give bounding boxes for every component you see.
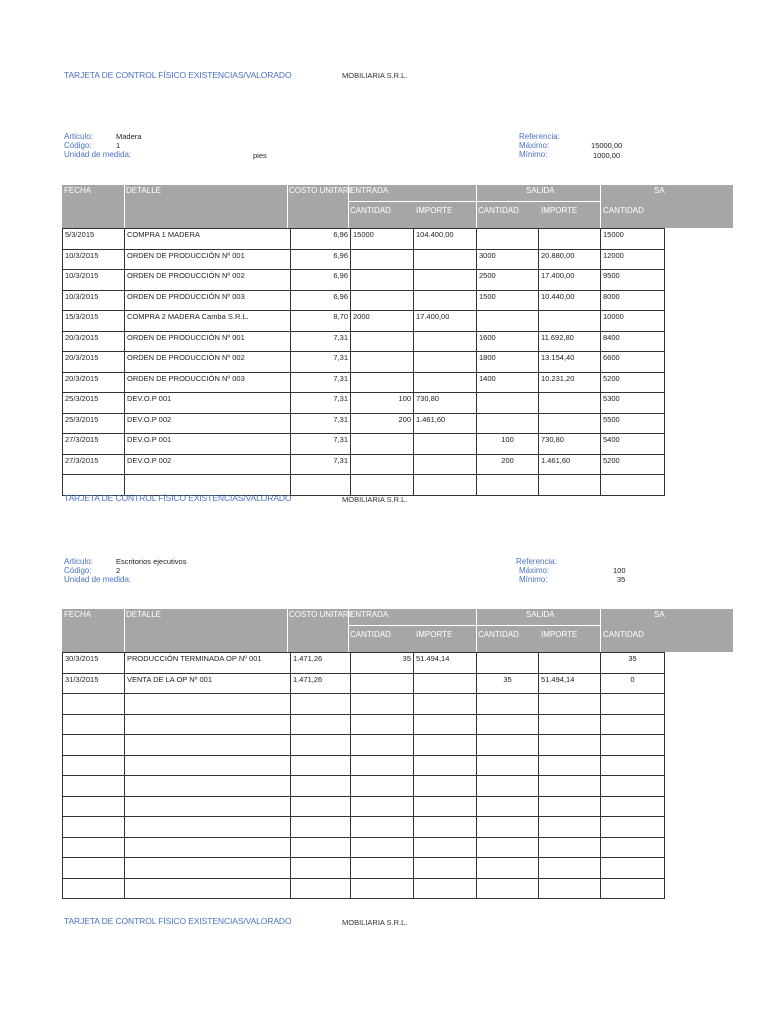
cell-costo-unitario: 1.471,26 [291,673,351,694]
card2-articulo-label: Articulo: [64,557,93,566]
cell-entrada-importe [414,837,477,858]
card1-codigo-label: Código: [64,141,92,150]
table-row [63,776,665,797]
cell-entrada-cantidad [351,249,414,270]
cell-salida-importe: 1.461,60 [539,454,601,475]
card2-col-salida: SALIDA [526,610,555,619]
cell-costo-unitario [291,776,351,797]
card1-col-entrada: ENTRADA [350,186,389,195]
cell-saldo-cantidad [601,796,665,817]
cell-entrada-importe [414,755,477,776]
cell-entrada-importe [414,475,477,496]
cell-saldo-cantidad [601,714,665,735]
card2-col-fecha: FECHA [64,610,92,619]
cell-saldo-cantidad: 5400 [601,434,665,455]
cell-detalle [125,475,291,496]
table-row [63,413,665,434]
cell-costo-unitario [291,694,351,715]
cell-entrada-cantidad: 2000 [351,311,414,332]
cell-fecha: 27/3/2015 [63,434,125,455]
card1-header-divider [124,185,125,228]
cell-detalle: ORDEN DE PRODUCCIÓN Nº 002 [125,352,291,373]
cell-saldo-cantidad [601,776,665,797]
cell-entrada-cantidad [351,290,414,311]
cell-fecha [63,837,125,858]
card2-col-entrada-importe: IMPORTE [416,630,453,639]
card1-minimo-label: Mínimo: [519,150,548,159]
card2-col-saldo: SA [654,610,665,619]
cell-saldo-cantidad: 8400 [601,331,665,352]
card1-maximo-value: 15000,00 [591,141,623,150]
cell-salida-importe [539,475,601,496]
card3-title: TARJETA DE CONTROL FÍSICO EXISTENCIAS/VALORADO [64,916,292,926]
cell-saldo-cantidad [601,735,665,756]
cell-fecha: 25/3/2015 [63,393,125,414]
table-row [63,372,665,393]
cell-salida-cantidad [477,837,539,858]
cell-salida-importe [539,755,601,776]
cell-costo-unitario: 6,96 [291,249,351,270]
cell-salida-cantidad: 1500 [477,290,539,311]
cell-entrada-cantidad [351,776,414,797]
cell-salida-cantidad [477,858,539,879]
table-row [63,454,665,475]
table-row [63,878,665,899]
card1-col-saldo: SA [654,186,665,195]
cell-salida-importe [539,694,601,715]
cell-saldo-cantidad [601,878,665,899]
cell-detalle: DEV.O.P 001 [125,393,291,414]
cell-salida-cantidad [477,475,539,496]
card1-title: TARJETA DE CONTROL FÍSICO EXISTENCIAS/VALORADO [64,70,292,80]
cell-salida-importe: 10.231,20 [539,372,601,393]
cell-fecha [63,714,125,735]
cell-detalle [125,755,291,776]
card1-col-detalle: DETALLE [126,186,161,195]
cell-detalle: ORDEN DE PRODUCCIÓN Nº 002 [125,270,291,291]
cell-entrada-importe [414,352,477,373]
cell-salida-cantidad: 1600 [477,331,539,352]
cell-entrada-cantidad [351,878,414,899]
cell-entrada-importe: 730,80 [414,393,477,414]
cell-entrada-importe: 17.400,00 [414,311,477,332]
cell-detalle: DEV.O.P 002 [125,454,291,475]
cell-costo-unitario [291,714,351,735]
cell-detalle [125,817,291,838]
cell-salida-cantidad [477,653,539,674]
cell-detalle: ORDEN DE PRODUCCIÓN Nº 001 [125,249,291,270]
cell-entrada-importe [414,331,477,352]
cell-salida-importe [539,393,601,414]
cell-salida-cantidad: 3000 [477,249,539,270]
card1-header-divider [476,185,477,228]
cell-entrada-importe [414,817,477,838]
cell-entrada-importe [414,776,477,797]
cell-saldo-cantidad [601,817,665,838]
cell-saldo-cantidad: 0 [601,673,665,694]
card2-kardex-table [62,652,665,899]
cell-detalle: COMPRA 1 MADERA [125,229,291,250]
card1-col-salida-importe: IMPORTE [541,206,578,215]
cell-fecha: 27/3/2015 [63,454,125,475]
table-row [63,673,665,694]
cell-detalle: DEV.O.P 002 [125,413,291,434]
cell-entrada-cantidad [351,331,414,352]
cell-costo-unitario: 6,96 [291,290,351,311]
cell-salida-cantidad [477,714,539,735]
cell-entrada-importe [414,372,477,393]
cell-entrada-importe: 51.494,14 [414,653,477,674]
cell-salida-importe [539,714,601,735]
table-row [63,311,665,332]
cell-fecha: 10/3/2015 [63,270,125,291]
cell-salida-importe: 11.692,80 [539,331,601,352]
cell-entrada-cantidad: 35 [351,653,414,674]
cell-entrada-cantidad [351,714,414,735]
cell-fecha [63,878,125,899]
cell-entrada-cantidad [351,352,414,373]
cell-salida-cantidad [477,776,539,797]
cell-salida-importe [539,817,601,838]
table-row [63,817,665,838]
cell-costo-unitario: 7,31 [291,434,351,455]
card1-kardex-table [62,228,665,496]
cell-salida-importe: 10.440,00 [539,290,601,311]
cell-entrada-cantidad [351,796,414,817]
cell-entrada-importe [414,673,477,694]
card2-col-salida-importe: IMPORTE [541,630,578,639]
cell-fecha: 10/3/2015 [63,249,125,270]
cell-detalle: PRODUCCIÓN TERMINADA OP Nº 001 [125,653,291,674]
cell-entrada-cantidad [351,837,414,858]
table-row [63,694,665,715]
cell-salida-cantidad [477,735,539,756]
cell-detalle: COMPRA 2 MADERA Camba S.R.L. [125,311,291,332]
cell-entrada-importe [414,878,477,899]
card1-company: MOBILIARIA S.R.L. [342,71,408,80]
cell-saldo-cantidad: 5500 [601,413,665,434]
table-row [63,352,665,373]
table-row [63,714,665,735]
cell-entrada-importe [414,249,477,270]
cell-costo-unitario: 6,96 [291,270,351,291]
cell-entrada-importe [414,858,477,879]
card1-articulo-label: Articulo: [64,132,93,141]
cell-salida-cantidad: 1800 [477,352,539,373]
card2-col-entrada-cantidad: CANTIDAD [350,630,391,639]
card1-referencia-label: Referencia: [519,132,560,141]
cell-salida-cantidad [477,311,539,332]
cell-salida-cantidad [477,796,539,817]
card1-col-entrada-importe: IMPORTE [416,206,453,215]
cell-saldo-cantidad: 5300 [601,393,665,414]
cell-salida-cantidad [477,878,539,899]
table-row [63,393,665,414]
card1-codigo-value: 1 [116,141,121,150]
card2-company: MOBILIARIA S.R.L. [342,495,408,504]
table-row [63,290,665,311]
card2-codigo-label: Código: [64,566,92,575]
cell-salida-importe [539,735,601,756]
card1-col-salida-cantidad: CANTIDAD [478,206,519,215]
table-row [63,249,665,270]
card2-header-divider [287,609,288,652]
card2-title: TARJETA DE CONTROL FÍSICO EXISTENCIAS/VALORADO [64,493,292,503]
cell-saldo-cantidad [601,694,665,715]
cell-fecha: 20/3/2015 [63,372,125,393]
table-row [63,475,665,496]
card1-header-divider [348,201,601,202]
card2-col-detalle: DETALLE [126,610,161,619]
cell-salida-importe [539,796,601,817]
cell-costo-unitario [291,735,351,756]
cell-fecha: 10/3/2015 [63,290,125,311]
cell-costo-unitario: 7,31 [291,331,351,352]
cell-fecha [63,817,125,838]
card2-articulo-value: Escritorios ejecutivos [116,557,187,566]
card2-codigo-value: 2 [116,566,121,575]
card1-col-costo: COSTO UNITARI [289,186,351,195]
table-row [63,229,665,250]
cell-costo-unitario [291,755,351,776]
cell-salida-cantidad: 200 [477,454,539,475]
cell-detalle: VENTA DE LA OP Nº 001 [125,673,291,694]
cell-fecha [63,735,125,756]
cell-salida-cantidad [477,817,539,838]
cell-detalle [125,878,291,899]
cell-entrada-importe [414,290,477,311]
cell-detalle [125,714,291,735]
cell-entrada-importe [414,735,477,756]
cell-fecha: 31/3/2015 [63,673,125,694]
cell-salida-cantidad: 2500 [477,270,539,291]
cell-salida-importe [539,229,601,250]
cell-costo-unitario: 8,70 [291,311,351,332]
cell-fecha [63,776,125,797]
cell-costo-unitario: 7,31 [291,352,351,373]
card1-col-fecha: FECHA [64,186,92,195]
cell-detalle [125,796,291,817]
cell-detalle [125,858,291,879]
cell-entrada-cantidad: 100 [351,393,414,414]
cell-entrada-importe [414,434,477,455]
cell-fecha: 20/3/2015 [63,331,125,352]
cell-entrada-cantidad [351,372,414,393]
table-row [63,796,665,817]
table-row [63,837,665,858]
cell-saldo-cantidad: 9500 [601,270,665,291]
cell-salida-importe [539,878,601,899]
cell-saldo-cantidad: 35 [601,653,665,674]
cell-salida-importe: 51.494,14 [539,673,601,694]
table-row [63,858,665,879]
cell-detalle: DEV.O.P 001 [125,434,291,455]
cell-entrada-cantidad [351,694,414,715]
cell-detalle [125,735,291,756]
cell-saldo-cantidad [601,837,665,858]
cell-saldo-cantidad [601,858,665,879]
cell-costo-unitario: 1.471,26 [291,653,351,674]
card1-col-saldo-cantidad: CANTIDAD [603,206,644,215]
cell-entrada-importe [414,454,477,475]
cell-detalle: ORDEN DE PRODUCCIÓN Nº 001 [125,331,291,352]
card2-header-divider [476,609,477,652]
card2-col-costo: COSTO UNITARI [289,610,351,619]
cell-fecha [63,755,125,776]
cell-salida-importe [539,837,601,858]
cell-salida-cantidad [477,393,539,414]
table-row [63,755,665,776]
card2-header-divider [124,609,125,652]
cell-fecha: 25/3/2015 [63,413,125,434]
card2-maximo-value: 100 [613,566,626,575]
table-row [63,331,665,352]
card1-maximo-label: Máximo: [519,141,550,150]
cell-salida-cantidad: 1400 [477,372,539,393]
card1-minimo-value: 1000,00 [593,151,621,160]
cell-costo-unitario: 7,31 [291,393,351,414]
card2-col-saldo-cantidad: CANTIDAD [603,630,644,639]
cell-detalle: ORDEN DE PRODUCCIÓN Nº 003 [125,290,291,311]
cell-costo-unitario [291,796,351,817]
card2-col-entrada: ENTRADA [350,610,389,619]
cell-salida-importe: 17.400,00 [539,270,601,291]
cell-entrada-cantidad [351,673,414,694]
cell-saldo-cantidad: 5200 [601,454,665,475]
cell-entrada-importe [414,714,477,735]
cell-salida-importe [539,858,601,879]
card2-referencia-label: Referencia: [516,557,557,566]
cell-costo-unitario [291,878,351,899]
card1-col-salida: SALIDA [526,186,555,195]
cell-salida-importe [539,311,601,332]
cell-salida-cantidad [477,694,539,715]
cell-fecha [63,475,125,496]
cell-costo-unitario: 7,31 [291,372,351,393]
cell-saldo-cantidad: 6600 [601,352,665,373]
card1-col-entrada-cantidad: CANTIDAD [350,206,391,215]
cell-salida-cantidad [477,229,539,250]
cell-fecha [63,694,125,715]
cell-entrada-importe: 1.461,60 [414,413,477,434]
table-row [63,735,665,756]
cell-costo-unitario: 6,96 [291,229,351,250]
card2-unidad-label: Unidad de medida: [64,575,132,584]
cell-salida-cantidad [477,413,539,434]
card2-minimo-value: 35 [617,575,626,584]
cell-costo-unitario: 7,31 [291,413,351,434]
table-row [63,270,665,291]
cell-entrada-importe [414,694,477,715]
cell-entrada-cantidad [351,434,414,455]
cell-salida-importe: 20.880,00 [539,249,601,270]
card2-header-divider [600,609,601,652]
cell-saldo-cantidad: 15000 [601,229,665,250]
cell-salida-importe: 13.154,40 [539,352,601,373]
cell-fecha: 5/3/2015 [63,229,125,250]
cell-fecha [63,858,125,879]
card1-unidad-label: Unidad de medida: [64,150,132,159]
cell-saldo-cantidad: 10000 [601,311,665,332]
cell-costo-unitario [291,858,351,879]
cell-detalle [125,694,291,715]
cell-costo-unitario [291,837,351,858]
card1-header-divider [287,185,288,228]
cell-costo-unitario [291,475,351,496]
cell-salida-importe [539,653,601,674]
cell-salida-cantidad [477,755,539,776]
cell-saldo-cantidad [601,755,665,776]
cell-entrada-cantidad [351,475,414,496]
card1-header-divider [600,185,601,228]
cell-salida-cantidad: 35 [477,673,539,694]
cell-entrada-cantidad [351,270,414,291]
card2-header-divider [348,625,601,626]
cell-entrada-cantidad [351,858,414,879]
cell-fecha: 30/3/2015 [63,653,125,674]
cell-costo-unitario [291,817,351,838]
cell-fecha [63,796,125,817]
cell-detalle: ORDEN DE PRODUCCIÓN Nº 003 [125,372,291,393]
cell-entrada-cantidad [351,454,414,475]
cell-costo-unitario: 7,31 [291,454,351,475]
cell-saldo-cantidad: 12000 [601,249,665,270]
cell-entrada-importe: 104.400,00 [414,229,477,250]
card2-maximo-label: Máximo: [519,566,550,575]
cell-salida-cantidad: 100 [477,434,539,455]
cell-fecha: 15/3/2015 [63,311,125,332]
table-row [63,653,665,674]
cell-detalle [125,776,291,797]
cell-entrada-cantidad: 200 [351,413,414,434]
cell-salida-importe [539,776,601,797]
cell-entrada-cantidad [351,735,414,756]
cell-entrada-cantidad [351,817,414,838]
card3-company: MOBILIARIA S.R.L. [342,918,408,927]
card2-minimo-label: Mínimo: [519,575,548,584]
table-row [63,434,665,455]
cell-saldo-cantidad [601,475,665,496]
cell-entrada-importe [414,796,477,817]
cell-detalle [125,837,291,858]
cell-entrada-cantidad [351,755,414,776]
cell-entrada-cantidad: 15000 [351,229,414,250]
cell-salida-importe [539,413,601,434]
cell-salida-importe: 730,80 [539,434,601,455]
cell-entrada-importe [414,270,477,291]
card2-col-salida-cantidad: CANTIDAD [478,630,519,639]
cell-fecha: 20/3/2015 [63,352,125,373]
card1-unidad-value: pies [253,151,267,160]
cell-saldo-cantidad: 8000 [601,290,665,311]
card1-articulo-value: Madera [116,132,142,141]
cell-saldo-cantidad: 5200 [601,372,665,393]
